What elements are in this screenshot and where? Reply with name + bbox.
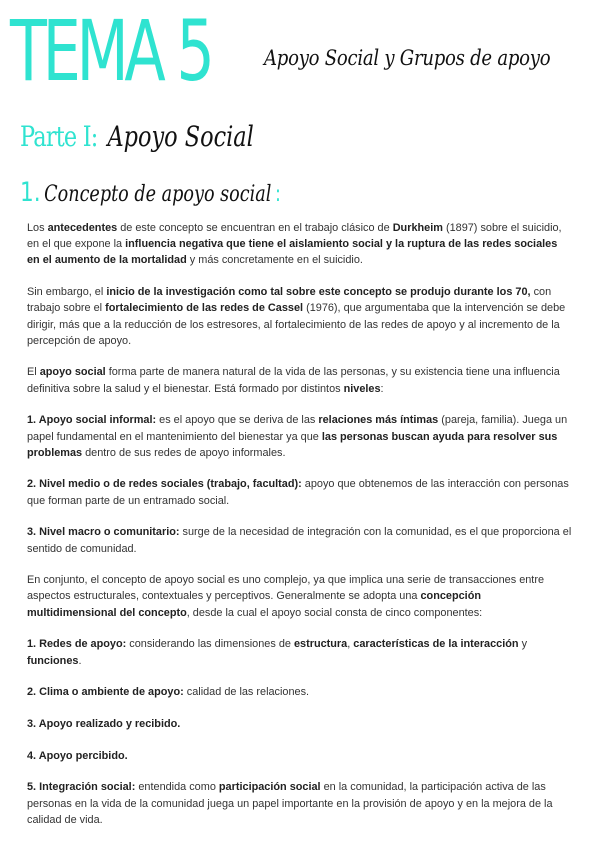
paragraph: [27, 284, 572, 349]
bold-text: inicio de la investigación como tal sobre este concepto se produjo durante los 70,: [106, 286, 531, 299]
bold-text: relaciones más íntimas: [318, 414, 439, 427]
text-run: ,: [347, 638, 354, 651]
body-text: [27, 220, 572, 843]
text-run: forma parte de manera natural de la vida de las personas, y su existencia tiene una influencia definitiva sobre la salud y el bienestar. Está formado por distintos: [27, 366, 560, 395]
paragraph: [27, 412, 572, 461]
text-run: con trabajo sobre el: [27, 286, 552, 315]
bold-text: características de la interacción: [353, 638, 519, 651]
text-run: de este concepto se encuentran en el trabajo clásico de: [117, 222, 393, 234]
text-run: , desde la cual el apoyo social consta de cinco componentes:: [186, 606, 483, 619]
text-run: y más concretamente en el suicidio.: [186, 254, 363, 267]
paragraph: [27, 779, 572, 828]
bold-text: las personas buscan ayuda para resolver sus problemas: [27, 430, 558, 459]
part-title: Apoyo Social: [107, 120, 254, 153]
text-run: .: [78, 654, 82, 667]
paragraph: [27, 572, 572, 621]
bold-text: apoyo social: [39, 366, 106, 379]
paragraph: [27, 524, 572, 556]
bold-text: concepción multidimensional del concepto: [27, 590, 482, 619]
text-run: (pareja, familia). Juega un papel fundamental en el mantenimiento del bienestar ya que: [27, 414, 568, 443]
bold-text: 3. Nivel macro o comunitario:: [27, 526, 180, 539]
bold-text: 2. Clima o ambiente de apoyo:: [27, 686, 184, 699]
page-title: TEMA 5: [10, 2, 211, 100]
section-title: Concepto de apoyo social: [44, 182, 272, 207]
bold-text: fortalecimiento de las redes de Cassel: [105, 302, 304, 315]
bold-text: influencia negativa que tiene el aislamiento social y la ruptura de las redes sociales en el aumento de la mortalidad: [27, 238, 558, 267]
paragraph: [27, 364, 572, 396]
text-run: dentro de sus redes de apoyo informales.: [82, 446, 286, 459]
bold-text: 1. Redes de apoyo:: [27, 638, 127, 651]
bold-text: 2. Nivel medio o de redes sociales (trabajo, facultad):: [27, 478, 302, 491]
text-run: y: [518, 638, 528, 651]
paragraph: [27, 716, 572, 732]
bold-text: funciones: [27, 654, 79, 667]
text-run: considerando las dimensiones de: [126, 638, 294, 651]
section-heading: [20, 177, 281, 208]
paragraph: [27, 476, 572, 508]
paragraph: [27, 748, 572, 764]
part-heading: [20, 120, 254, 153]
text-run: El: [27, 366, 40, 379]
paragraph: [27, 684, 572, 700]
text-run: en la comunidad, la participación activa de las personas en la vida de la comunidad juega un papel importante en la provisión de apoyo y en la mejora de la calidad de vida.: [27, 781, 553, 826]
bold-text: niveles: [343, 382, 381, 395]
text-run: Los: [27, 222, 48, 234]
section-number: 1.: [20, 177, 41, 208]
text-run: apoyo que obtenemos de las interacción con personas que forman parte de un entramado social.: [27, 478, 569, 507]
bold-text: 3. Apoyo realizado y recibido.: [27, 717, 181, 730]
text-run: (1976), que argumentaba que la intervención se debe dirigir, más que a la reducción de los estresores, al fortalecimiento de las redes de apoyo y al incremento de la percepción de apoyo.: [27, 302, 566, 347]
text-run: es el apoyo que se deriva de las: [156, 414, 319, 427]
bold-text: Durkheim: [392, 222, 443, 234]
part-label: Parte I:: [20, 120, 98, 153]
bold-text: 1. Apoyo social informal:: [27, 414, 157, 427]
bold-text: 5. Integración social:: [27, 781, 136, 794]
bold-text: estructura: [293, 638, 348, 651]
text-run: :: [380, 382, 384, 395]
bold-text: participación social: [218, 781, 321, 794]
section-suffix: :: [274, 182, 281, 207]
text-run: surge de la necesidad de integración con la comunidad, es el que proporciona el sentido de comunidad.: [27, 526, 572, 555]
text-run: entendida como: [135, 781, 219, 794]
bold-text: antecedentes: [47, 222, 118, 234]
text-run: En conjunto, el concepto de apoyo social es uno complejo, ya que implica una serie de transacciones entre aspectos estructurales, contextuales y perceptivos. Generalmente se adopta una: [27, 574, 545, 603]
paragraph: [27, 220, 572, 269]
text-run: calidad de las relaciones.: [183, 686, 310, 699]
page-subtitle: Apoyo Social y Grupos de apoyo: [264, 46, 551, 70]
bold-text: 4. Apoyo percibido.: [27, 749, 128, 762]
paragraph: [27, 636, 572, 668]
text-run: Sin embargo, el: [27, 286, 107, 299]
text-run: (1897) sobre el suicidio, en el que expone la: [27, 222, 562, 251]
